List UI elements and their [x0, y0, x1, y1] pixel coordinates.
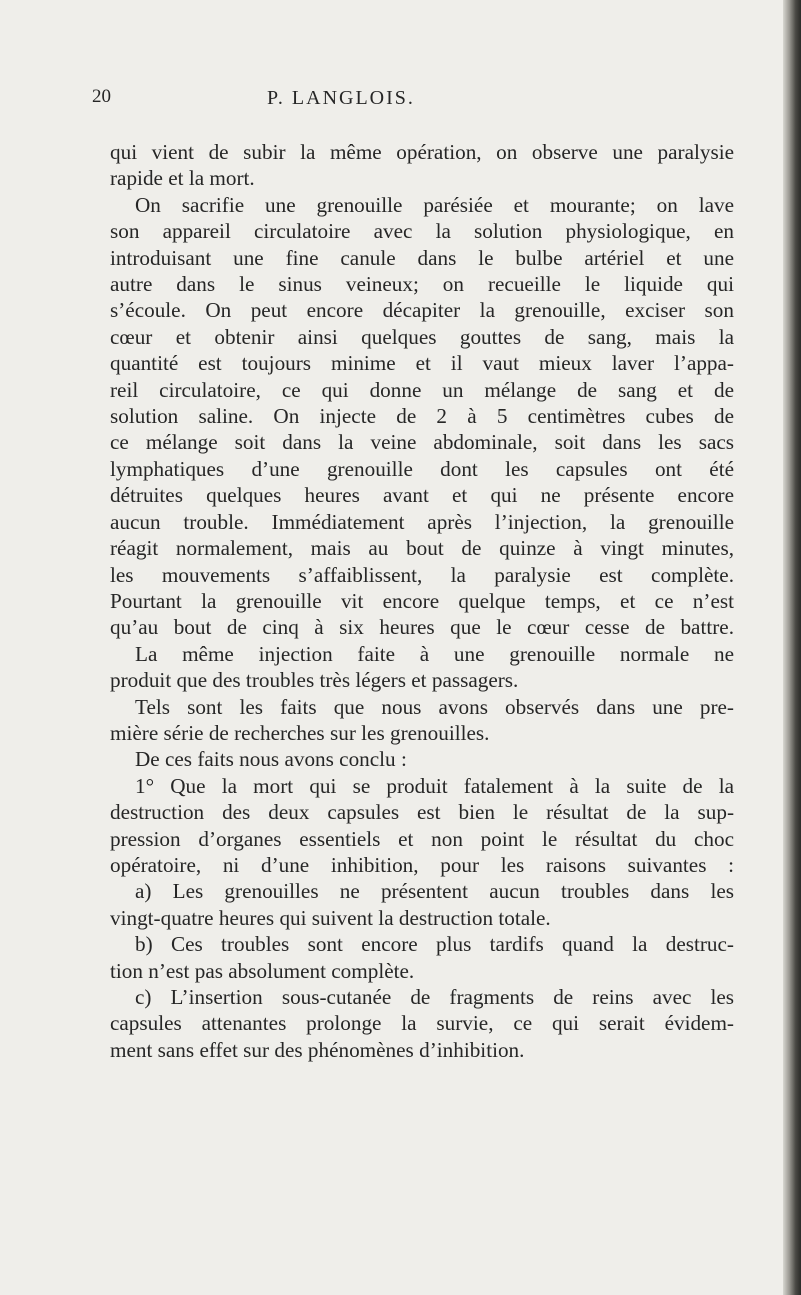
text-line: qu’au bout de cinq à six heures que le cœur cesse de battre. — [110, 615, 734, 640]
text-line: réagit normalement, mais au bout de quinze à vingt minutes, — [110, 536, 734, 561]
text-line: On sacrifie une grenouille parésiée et mourante; on lave — [135, 192, 734, 217]
text-line: détruites quelques heures avant et qui ne présente encore — [110, 483, 734, 508]
text-line: lymphatiques d’une grenouille dont les capsules ont été — [110, 456, 734, 481]
text-line: ce mélange soit dans la veine abdominale, soit dans les sacs — [110, 430, 734, 455]
text-line: solution saline. On injecte de 2 à 5 centimètres cubes de — [110, 404, 734, 429]
text-line: autre dans le sinus veineux; on recueille le liquide qui — [110, 272, 734, 297]
text-line: opératoire, ni d’une inhibition, pour les raisons suivantes : — [110, 852, 734, 877]
text-line: s’écoule. On peut encore décapiter la grenouille, exciser son — [110, 298, 734, 323]
text-line: aucun trouble. Immédiatement après l’injection, la grenouille — [110, 509, 734, 534]
text-line: 1° Que la mort qui se produit fatalement à la suite de la — [135, 773, 734, 798]
running-title: P. LANGLOIS. — [267, 87, 415, 109]
text-line: Tels sont les faits que nous avons observés dans une pre- — [135, 694, 734, 719]
text-line: quantité est toujours minime et il vaut mieux laver l’appa- — [110, 351, 734, 376]
text-line: introduisant une fine canule dans le bulbe artériel et une — [110, 245, 734, 270]
text-line: Pourtant la grenouille vit encore quelque temps, et ce n’est — [110, 588, 734, 613]
text-line: tion n’est pas absolument complète. — [110, 958, 415, 983]
text-line: cœur et obtenir ainsi quelques gouttes de sang, mais la — [110, 324, 734, 349]
page-edge-shadow — [783, 0, 801, 1295]
text-line: pression d’organes essentiels et non point le résultat du choc — [110, 826, 734, 851]
text-line: De ces faits nous avons conclu : — [135, 747, 407, 772]
text-line: reil circulatoire, ce qui donne un mélange de sang et de — [110, 377, 734, 402]
text-line: La même injection faite à une grenouille normale ne — [135, 641, 734, 666]
text-line: qui vient de subir la même opération, on observe une paralysie — [110, 140, 734, 164]
text-line: b) Ces troubles sont encore plus tardifs quand la destruc- — [135, 932, 734, 957]
text-line: son appareil circulatoire avec la solution physiologique, en — [110, 219, 734, 244]
running-head — [92, 86, 732, 114]
page-number: 20 — [92, 86, 111, 107]
text-line: a) Les grenouilles ne présentent aucun troubles dans les — [135, 879, 734, 904]
text-line: les mouvements s’affaiblissent, la paralysie est complète. — [110, 562, 734, 587]
text-line: ment sans effet sur des phénomènes d’inhibition. — [110, 1037, 525, 1062]
text-line: capsules attenantes prolonge la survie, ce qui serait évidem- — [110, 1011, 734, 1036]
text-line: produit que des troubles très légers et passagers. — [110, 668, 519, 693]
text-line: rapide et la mort. — [110, 166, 255, 191]
text-line: destruction des deux capsules est bien le résultat de la sup- — [110, 800, 734, 825]
text-line: vingt-quatre heures qui suivent la destruction totale. — [110, 905, 551, 930]
text-line: mière série de recherches sur les grenouilles. — [110, 720, 490, 745]
body-text — [110, 139, 734, 1063]
text-line: c) L’insertion sous-cutanée de fragments de reins avec les — [135, 985, 734, 1009]
